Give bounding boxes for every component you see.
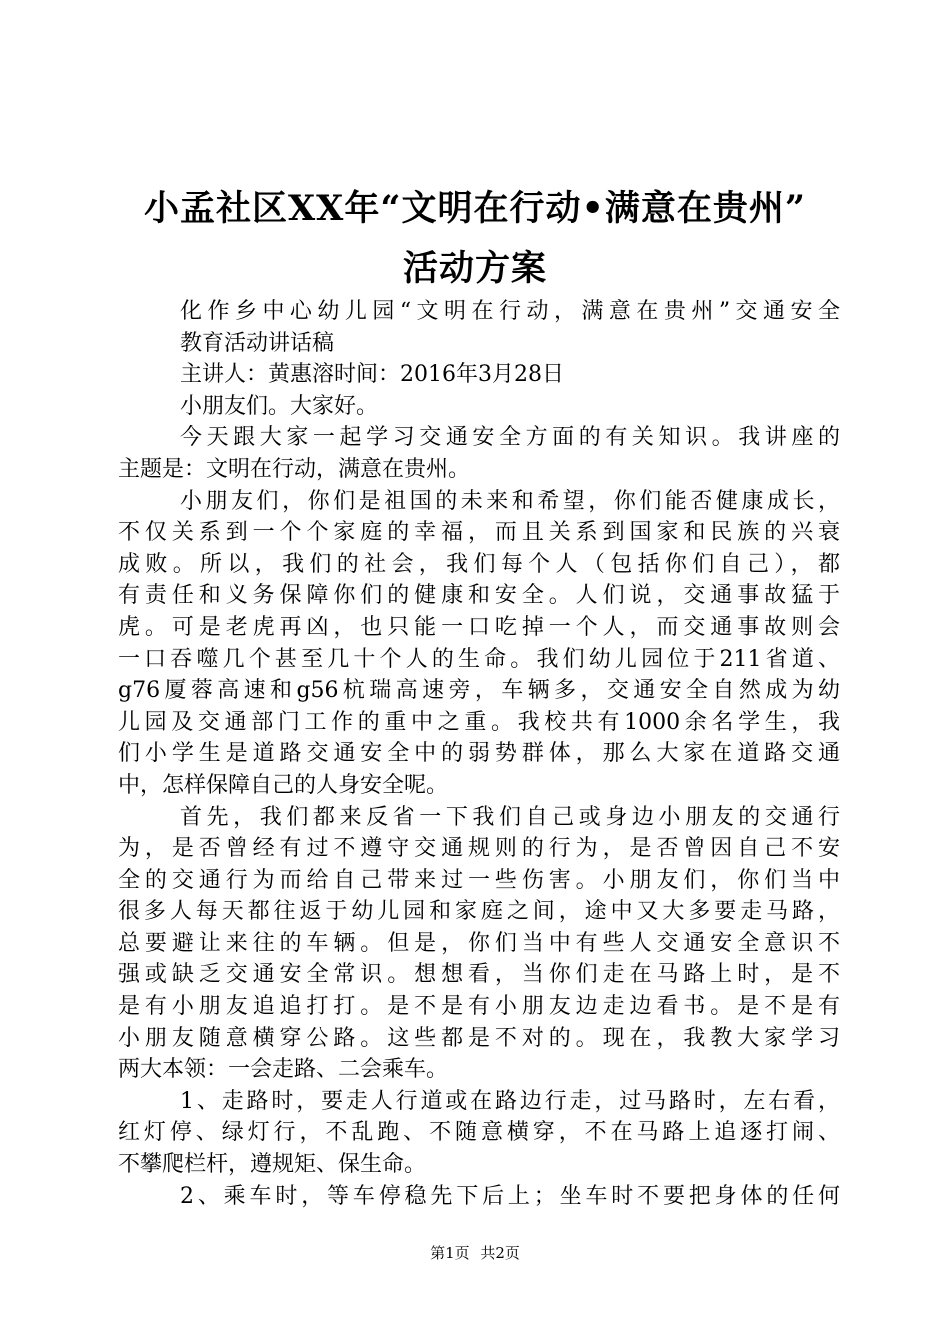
body-line: 一口吞噬几个甚至几十个人的生命。我们幼儿园位于211省道、 — [118, 646, 840, 672]
body-line: 有责任和义务保障你们的健康和安全。人们说，交通事故猛于 — [118, 583, 840, 609]
body-line: 小朋友随意横穿公路。这些都是不对的。现在，我教大家学习 — [118, 1025, 840, 1051]
body-line: 化作乡中心幼儿园“文明在行动，满意在贵州”交通安全 — [180, 299, 840, 324]
page-number: 第1页 — [430, 1244, 470, 1262]
body-line: 小朋友们。大家好。 — [180, 393, 379, 419]
body-line: 不仅关系到一个个家庭的幸福，而且关系到国家和民族的兴衰 — [118, 520, 840, 546]
body-line: 教育活动讲话稿 — [180, 330, 335, 356]
body-line: 1、走路时，要走人行道或在路边行走，过马路时，左右看， — [180, 1088, 840, 1114]
body-line: 虎。可是老虎再凶，也只能一口吃掉一个人，而交通事故则会 — [118, 614, 840, 640]
body-line: 成败。所以，我们的社会，我们每个人（包括你们自己），都 — [118, 551, 840, 577]
body-line: 为，是否曾经有过不遵守交通规则的行为，是否曾因自己不安 — [118, 836, 840, 862]
body-line: 强或缺乏交通安全常识。想想看，当你们走在马路上时，是不 — [118, 962, 840, 988]
document-body — [118, 296, 840, 1212]
document-title-line2: 活动方案 — [402, 248, 547, 289]
body-line: 今天跟大家一起学习交通安全方面的有关知识。我讲座的 — [180, 425, 840, 451]
page-footer — [0, 1242, 950, 1263]
body-line: 全的交通行为而给自己带来过一些伤害。小朋友们，你们当中 — [118, 867, 840, 893]
body-line: 很多人每天都往返于幼儿园和家庭之间，途中又大多要走马路， — [118, 899, 840, 925]
body-line: 是有小朋友追追打打。是不是有小朋友边走边看书。是不是有 — [118, 994, 840, 1020]
body-line: 两大本领：一会走路、二会乘车。 — [118, 1057, 449, 1083]
body-line: 们小学生是道路交通安全中的弱势群体，那么大家在道路交通 — [118, 741, 840, 767]
page-total: 共2页 — [480, 1244, 520, 1262]
document-title-line1: 小孟社区XX年“文明在行动•满意在贵州” — [144, 188, 806, 229]
body-line: 2、乘车时，等车停稳先下后上；坐车时不要把身体的任何 — [180, 1183, 840, 1209]
body-line: 小朋友们，你们是祖国的未来和希望，你们能否健康成长， — [180, 488, 840, 514]
body-line: 主题是：文明在行动，满意在贵州。 — [118, 456, 471, 482]
body-line: 不攀爬栏杆，遵规矩、保生命。 — [118, 1152, 427, 1178]
body-line: 儿园及交通部门工作的重中之重。我校共有1000余名学生，我 — [118, 709, 840, 735]
body-line: 中，怎样保障自己的人身安全呢。 — [118, 772, 449, 798]
body-line: g76厦蓉高速和g56杭瑞高速旁，车辆多，交通安全自然成为幼 — [118, 678, 840, 704]
body-line: 红灯停、绿灯行，不乱跑、不随意横穿，不在马路上追逐打闹、 — [118, 1120, 840, 1146]
body-line: 主讲人：黄惠溶时间：2016年3月28日 — [180, 362, 564, 388]
body-line: 总要避让来往的车辆。但是，你们当中有些人交通安全意识不 — [118, 930, 840, 956]
body-line: 首先，我们都来反省一下我们自己或身边小朋友的交通行 — [180, 804, 840, 830]
